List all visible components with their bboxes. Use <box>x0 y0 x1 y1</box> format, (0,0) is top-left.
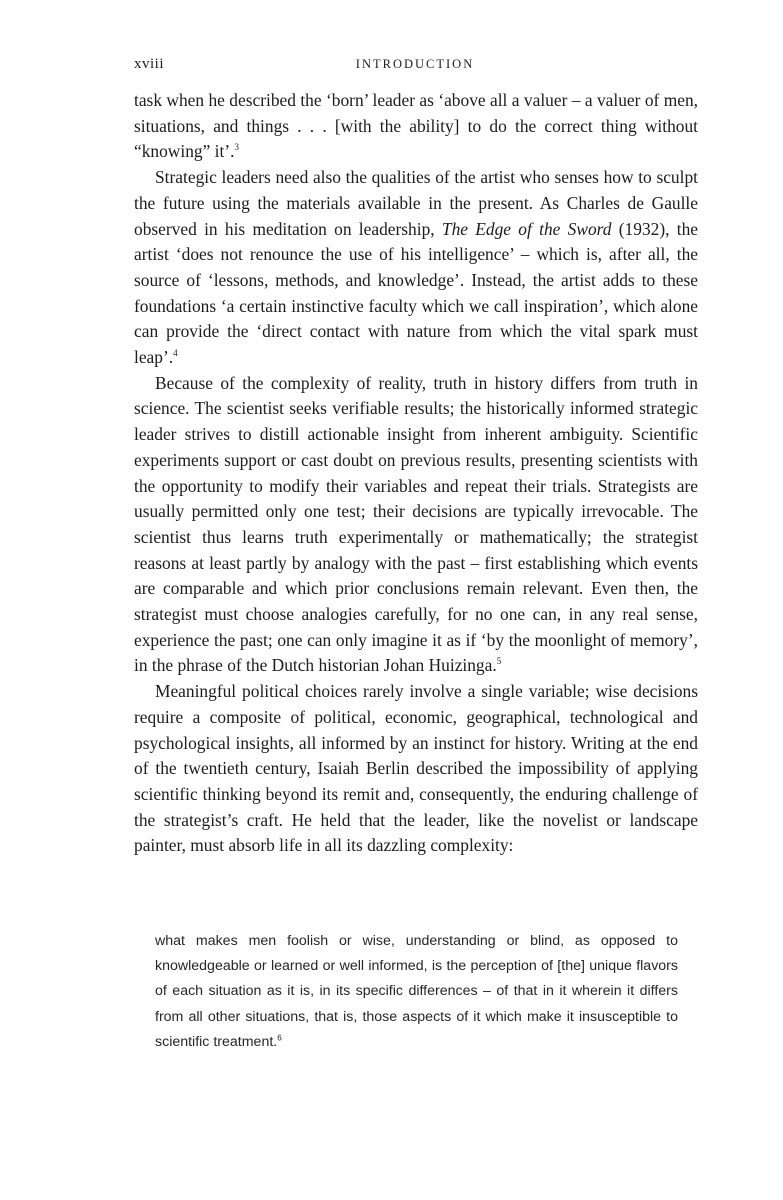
paragraph-2-text-start: Strategic leaders need also the qualities of the artist who senses how to sculpt the future using the materials available in the present. As Charles de Gaulle observed in his meditation on leadership, <box>134 167 698 239</box>
paragraph-3-text: Because of the complexity of reality, truth in history differs from truth in science. The scientist seeks verifiable results; the historically informed strategic leader strives to distill actionable insight from inherent ambiguity. Scientific experiments support or cast doubt on previous results, presenting scientists with the opportunity to modify their variables and repeat their trials. Strategists are usually permitted only one test; their decisions are typically irrevocable. The scientist thus learns truth experimentally or mathematically; the strategist reasons at least partly by analogy with the past – first establishing which events are comparable and which prior conclusions remain relevant. Even then, the strategist must choose analogies carefully, for no one can, in any real sense, experience the past; one can only imagine it as if ‘by the moonlight of memory’, in the phrase of the Dutch historian Johan Huizinga. <box>134 372 698 676</box>
footnote-ref-6: 6 <box>277 1033 282 1043</box>
book-title-edge-of-the-sword: The Edge of the Sword <box>441 218 612 239</box>
paragraph-2-text-end: (1932), the artist ‘does not renounce the use of his intelligence’ – which is, after all, the source of ‘lessons, methods, and knowledge’. Instead, the artist adds to these foundations ‘a certain instinctive faculty which we call inspiration’, which alone can provide the ‘direct contact with nature from which the vital spark must leap’. <box>134 218 699 368</box>
block-quote-text: what makes men foolish or wise, understanding or blind, as opposed to knowledgeable or learned or well informed, is the perception of [the] unique flavors of each situation as it is, in its specific differences – of that in it wherein it differs from all other situations, that is, those aspects of it which make it insusceptible to scientific treatment. <box>155 933 678 1050</box>
footnote-ref-5: 5 <box>496 656 502 667</box>
paragraph-2 <box>134 165 698 371</box>
paragraph-4-text: Meaningful political choices rarely involve a single variable; wise decisions require a composite of political, economic, geographical, technological and psychological insights, all informed by an instinct for history. Writing at the end of the twentieth century, Isaiah Berlin described the impossibility of applying scientific thinking beyond its remit and, consequently, the enduring challenge of the strategist’s craft. He held that the leader, like the novelist or landscape painter, must absorb life in all its dazzling complexity: <box>134 681 698 856</box>
paragraph-4 <box>134 679 698 859</box>
paragraph-3 <box>134 371 698 679</box>
page-number: xviii <box>134 56 165 72</box>
chapter-title: INTRODUCTION <box>355 57 475 71</box>
paragraph-1-text: task when he described the ‘born’ leader as ‘above all a valuer – a valuer of men, situations, and things . . . [with the ability] to do the correct thing without “knowing” it’. <box>134 90 698 162</box>
paragraph-1 <box>134 88 698 165</box>
running-head <box>134 56 696 76</box>
body-text <box>134 88 698 859</box>
block-quote <box>155 929 678 1055</box>
footnote-ref-4: 4 <box>173 348 178 359</box>
footnote-ref-3: 3 <box>234 142 239 153</box>
